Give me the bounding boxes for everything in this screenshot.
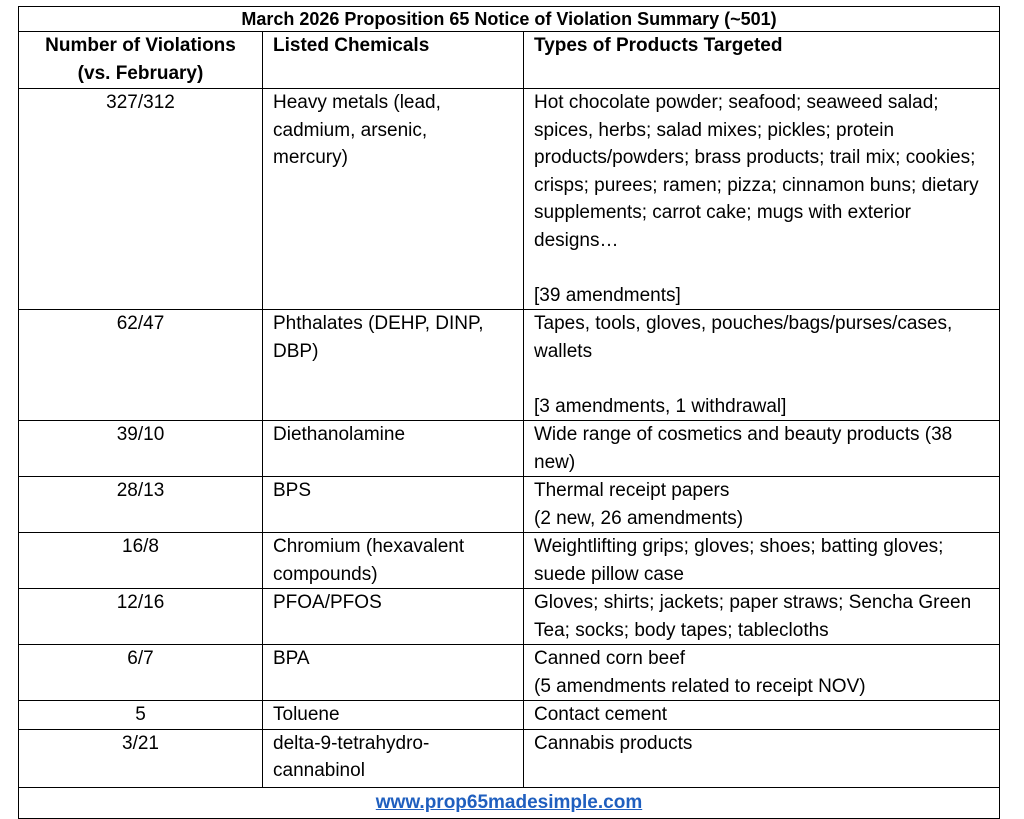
chemical-name: Diethanolamine (263, 421, 524, 477)
chemical-name: BPS (263, 477, 524, 533)
summary-document (18, 6, 999, 819)
header-row (19, 32, 1000, 89)
products-note: [39 amendments] (534, 284, 681, 306)
products-cell (524, 645, 1000, 701)
chemical-name: delta-9-tetrahydro-cannabinol (263, 729, 524, 787)
violation-count: 28/13 (19, 477, 263, 533)
products-text: Gloves; shirts; jackets; paper straws; Sencha Green Tea; socks; body tapes; tablecloths (524, 589, 1000, 645)
violation-count: 39/10 (19, 421, 263, 477)
title-row (19, 7, 1000, 32)
website-link[interactable]: www.prop65madesimple.com (375, 791, 643, 813)
table-row (19, 589, 1000, 645)
products-cell (524, 310, 1000, 421)
products-cell (524, 89, 1000, 310)
products-text: Thermal receipt papers (534, 480, 730, 501)
table-row (19, 645, 1000, 701)
chemical-name: Phthalates (DEHP, DINP, DBP) (263, 310, 524, 421)
products-text: Canned corn beef (534, 648, 686, 669)
table-row (19, 533, 1000, 589)
table-row (19, 729, 1000, 787)
products-text: Cannabis products (524, 729, 1000, 787)
table-title: March 2026 Proposition 65 Notice of Violation Summary (~501) (19, 7, 1000, 32)
products-text: Contact cement (524, 701, 1000, 730)
spacer (534, 365, 989, 393)
violation-count: 12/16 (19, 589, 263, 645)
table-row (19, 701, 1000, 730)
violation-count: 16/8 (19, 533, 263, 589)
header-listed-chemicals: Listed Chemicals (263, 32, 524, 89)
footer-row (19, 787, 1000, 818)
header-number-of-violations: Number of Violations (vs. February) (19, 32, 263, 89)
table-row (19, 310, 1000, 421)
violation-count: 6/7 (19, 645, 263, 701)
table-row (19, 89, 1000, 310)
products-text: Weightlifting grips; gloves; shoes; batting gloves; suede pillow case (524, 533, 1000, 589)
products-note: [3 amendments, 1 withdrawal] (534, 395, 787, 417)
table-row (19, 421, 1000, 477)
table-row (19, 477, 1000, 533)
violation-summary-table (18, 6, 1000, 819)
chemical-name: BPA (263, 645, 524, 701)
header-types-of-products: Types of Products Targeted (524, 32, 1000, 89)
chemical-name: PFOA/PFOS (263, 589, 524, 645)
products-text: Tapes, tools, gloves, pouches/bags/purses/cases, wallets (534, 313, 953, 362)
products-note: (5 amendments related to receipt NOV) (534, 675, 866, 697)
violation-count: 3/21 (19, 729, 263, 787)
products-cell (524, 477, 1000, 533)
products-note: (2 new, 26 amendments) (534, 507, 744, 529)
products-text: Wide range of cosmetics and beauty products (38 new) (524, 421, 1000, 477)
footer-cell (19, 787, 1000, 818)
violation-count: 62/47 (19, 310, 263, 421)
chemical-name: Chromium (hexavalent compounds) (263, 533, 524, 589)
chemical-name: Heavy metals (lead, cadmium, arsenic, mercury) (263, 89, 524, 310)
chemical-name: Toluene (263, 701, 524, 730)
violation-count: 5 (19, 701, 263, 730)
spacer (534, 254, 989, 282)
products-text: Hot chocolate powder; seafood; seaweed salad; spices, herbs; salad mixes; pickles; protein products/powders; brass products; trail mix; cookies; crisps; purees; ramen; pizza; cinnamon buns; dietary supplements; carrot cake; mugs with exterior designs… (534, 92, 979, 251)
violation-count: 327/312 (19, 89, 263, 310)
